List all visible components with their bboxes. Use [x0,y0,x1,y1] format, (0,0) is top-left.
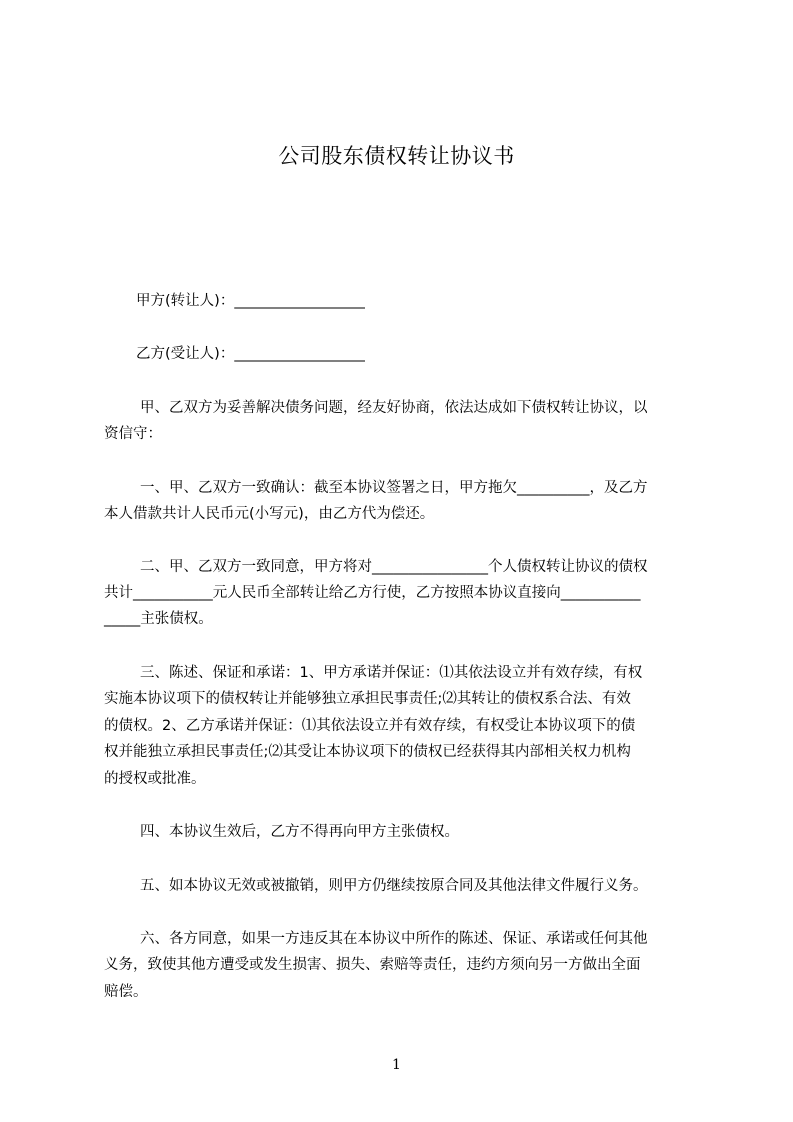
clause-line: 义务，致使其他方遭受或发生损害、损失、索赔等责任，违约方须向另一方做出全面 [104,957,641,973]
clause-line: 本人借款共计人民币元(小写元)，由乙方代为偿还。 [104,506,435,522]
party-b-line: 乙方(受让人)：__________________ [136,346,365,362]
page-number: 1 [392,1057,401,1073]
clause-5: 五、如本协议无效或被撤销，则甲方仍继续按原合同及其他法律文件履行义务。 [140,878,648,894]
clause-line: 实施本协议项下的债权转让并能够独立承担民事责任;⑵其转让的债权系合法、有效 [104,691,631,707]
intro-line: 甲、乙双方为妥善解决债务问题，经友好协商，依法达成如下债权转让协议，以 [140,400,648,416]
clause-line: 共计___________元人民币全部转让给乙方行使，乙方按照本协议直接向___________ [104,585,641,601]
clause-line: 三、陈述、保证和承诺：1、甲方承诺并保证：⑴其依法设立并有效存续，有权 [140,665,643,681]
intro-line: 资信守： [104,426,162,442]
clause-line: 六、各方同意，如果一方违反其在本协议中所作的陈述、保证、承诺或任何其他 [140,931,648,947]
party-a-line: 甲方(转让人)：__________________ [136,293,365,309]
clause-line: 的授权或批准。 [104,771,206,787]
clause-line: 赔偿。 [104,984,148,1000]
clause-line: 一、甲、乙双方一致确认：截至本协议签署之日，甲方拖欠__________，及乙方 [140,480,648,496]
clause-line: 的债权。2、乙方承诺并保证：⑴其依法设立并有效存续，有权受让本协议项下的债 [104,718,636,734]
clause-line: 二、甲、乙双方一致同意，甲方将对________________个人债权转让协议的债权 [140,559,648,575]
clause-4: 四、本协议生效后，乙方不得再向甲方主张债权。 [140,824,459,840]
clause-line: _____主张债权。 [104,611,213,627]
document-title: 公司股东债权转让协议书 [278,144,515,168]
clause-line: 权并能独立承担民事责任;⑵其受让本协议项下的债权已经获得其内部相关权力机构 [104,744,631,760]
